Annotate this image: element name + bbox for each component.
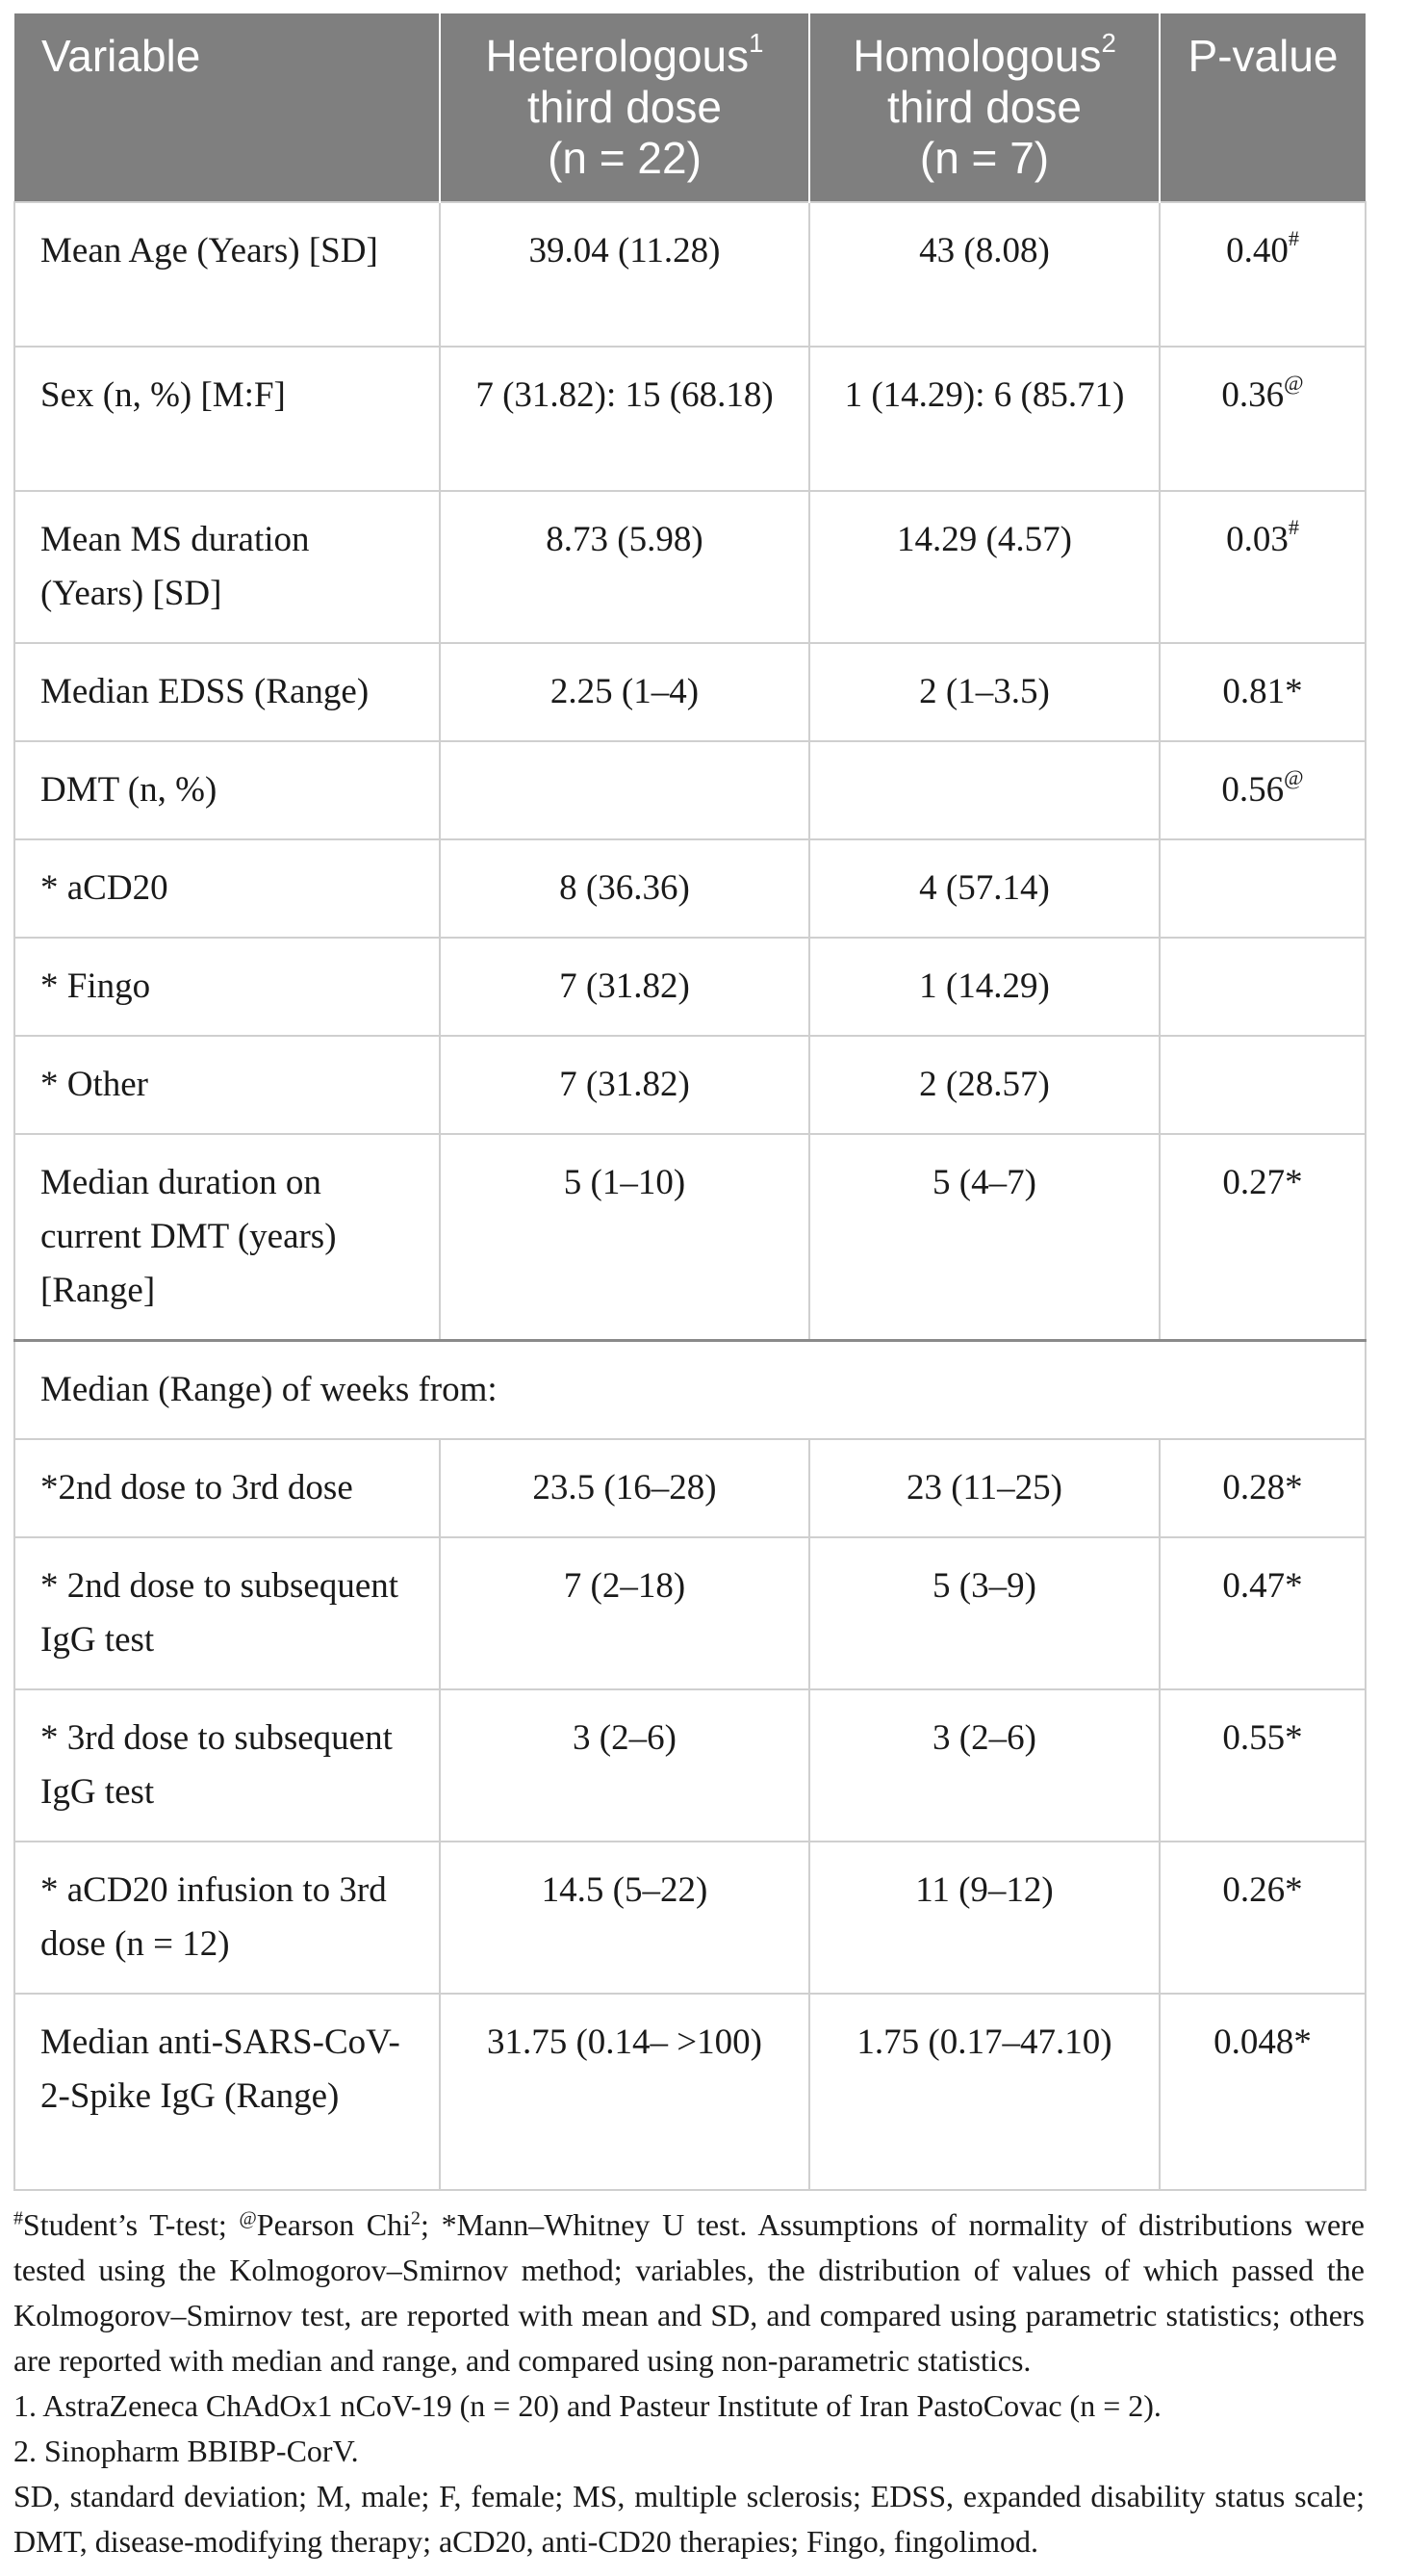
table-row	[14, 1842, 1366, 1994]
table-row	[14, 839, 1366, 938]
header-heterologous: Heterologous$^1$ third dose (n = 22)	[440, 13, 809, 202]
p-value: 0.28*	[1160, 1439, 1366, 1537]
table-row	[14, 347, 1366, 491]
row-label: *2nd dose to 3rd dose	[14, 1439, 440, 1537]
row-label: * aCD20	[14, 839, 440, 938]
hetero-value: 23.5 (16–28)	[440, 1439, 809, 1537]
row-label: Mean Age (Years) [SD]	[14, 202, 440, 347]
table-row	[14, 1134, 1366, 1341]
p-value: 0.27*	[1160, 1134, 1366, 1341]
homo-value: 23 (11–25)	[809, 1439, 1160, 1537]
homo-value	[809, 741, 1160, 839]
row-label: * Fingo	[14, 938, 440, 1036]
p-value: 0.048*	[1160, 1994, 1366, 2190]
p-value: 0.56@	[1160, 741, 1366, 839]
table-row	[14, 1994, 1366, 2190]
p-value: 0.55*	[1160, 1689, 1366, 1842]
hetero-value: 31.75 (0.14– >100)	[440, 1994, 809, 2190]
footnote-1: 1. AstraZeneca ChAdOx1 nCoV-19 (n = 20) and Pasteur Institute of Iran PastoCovac (n = 2).	[13, 2388, 1162, 2423]
p-value: 0.40#	[1160, 202, 1366, 347]
hetero-value: 8 (36.36)	[440, 839, 809, 938]
footnote-2: 2. Sinopharm BBIBP-CorV.	[13, 2434, 359, 2468]
data-table	[13, 13, 1367, 2191]
p-value: 0.47*	[1160, 1537, 1366, 1689]
row-label: Mean MS duration (Years) [SD]	[14, 491, 440, 643]
table-row	[14, 938, 1366, 1036]
hetero-value: 2.25 (1–4)	[440, 643, 809, 741]
row-label: Median (Range) of weeks from:	[14, 1341, 1366, 1440]
table-row	[14, 1439, 1366, 1537]
homo-value: 2 (28.57)	[809, 1036, 1160, 1134]
hetero-value: 3 (2–6)	[440, 1689, 809, 1842]
homo-value: 3 (2–6)	[809, 1689, 1160, 1842]
homo-value: 1 (14.29)	[809, 938, 1160, 1036]
hetero-value: 14.5 (5–22)	[440, 1842, 809, 1994]
row-label: * aCD20 infusion to 3rd dose (n = 12)	[14, 1842, 440, 1994]
homo-value: 1 (14.29): 6 (85.71)	[809, 347, 1160, 491]
table-row	[14, 741, 1366, 839]
homo-value: 11 (9–12)	[809, 1842, 1160, 1994]
table-row	[14, 1537, 1366, 1689]
p-value: 0.81*	[1160, 643, 1366, 741]
homo-value: 5 (4–7)	[809, 1134, 1160, 1341]
footnote-abbreviations: SD, standard deviation; M, male; F, female; MS, multiple sclerosis; EDSS, expanded disability status scale; DMT, disease-modifying therapy; aCD20, anti-CD20 therapies; Fingo, fingolimod.	[13, 2479, 1365, 2559]
table-container	[13, 13, 1365, 2564]
homo-value: 43 (8.08)	[809, 202, 1160, 347]
hetero-value: 7 (31.82)	[440, 938, 809, 1036]
row-label: Median anti-SARS-CoV-2-Spike IgG (Range)	[14, 1994, 440, 2190]
p-value: 0.36@	[1160, 347, 1366, 491]
homo-value: 1.75 (0.17–47.10)	[809, 1994, 1160, 2190]
row-label: DMT (n, %)	[14, 741, 440, 839]
p-value: 0.26*	[1160, 1842, 1366, 1994]
homo-value: 4 (57.14)	[809, 839, 1160, 938]
footnote-statistics: #Student’s T-test; @Pearson Chi$^2$; *Mann–Whitney U test. Assumptions of normality of distributions were tested using the Kolmogorov–Smirnov method; variables, the distribution of values of which passed the Kolmogorov–Smirnov test, are reported with mean and SD, and compared using parametric statistics; others are reported with median and range, and compared using non-parametric statistics.	[13, 2207, 1365, 2378]
header-homologous: Homologous$^2$ third dose (n = 7)	[809, 13, 1160, 202]
table-footnotes	[13, 2202, 1365, 2564]
table-row	[14, 202, 1366, 347]
hetero-value: 7 (31.82): 15 (68.18)	[440, 347, 809, 491]
table-row	[14, 1689, 1366, 1842]
hetero-value: 8.73 (5.98)	[440, 491, 809, 643]
hetero-value	[440, 741, 809, 839]
homo-value: 14.29 (4.57)	[809, 491, 1160, 643]
row-label: * 3rd dose to subsequent IgG test	[14, 1689, 440, 1842]
p-value	[1160, 938, 1366, 1036]
p-value	[1160, 839, 1366, 938]
row-label: Median EDSS (Range)	[14, 643, 440, 741]
table-row	[14, 643, 1366, 741]
row-label: Sex (n, %) [M:F]	[14, 347, 440, 491]
table-row	[14, 491, 1366, 643]
p-value: 0.03#	[1160, 491, 1366, 643]
homo-value: 5 (3–9)	[809, 1537, 1160, 1689]
hetero-value: 7 (2–18)	[440, 1537, 809, 1689]
hetero-value: 7 (31.82)	[440, 1036, 809, 1134]
row-label: * 2nd dose to subsequent IgG test	[14, 1537, 440, 1689]
p-value	[1160, 1036, 1366, 1134]
header-variable: Variable	[14, 13, 440, 202]
header-row	[14, 13, 1366, 202]
table-row	[14, 1341, 1366, 1440]
table-row	[14, 1036, 1366, 1134]
header-pvalue: P-value	[1160, 13, 1366, 202]
homo-value: 2 (1–3.5)	[809, 643, 1160, 741]
row-label: Median duration on current DMT (years) [Range]	[14, 1134, 440, 1341]
hetero-value: 5 (1–10)	[440, 1134, 809, 1341]
hetero-value: 39.04 (11.28)	[440, 202, 809, 347]
row-label: * Other	[14, 1036, 440, 1134]
